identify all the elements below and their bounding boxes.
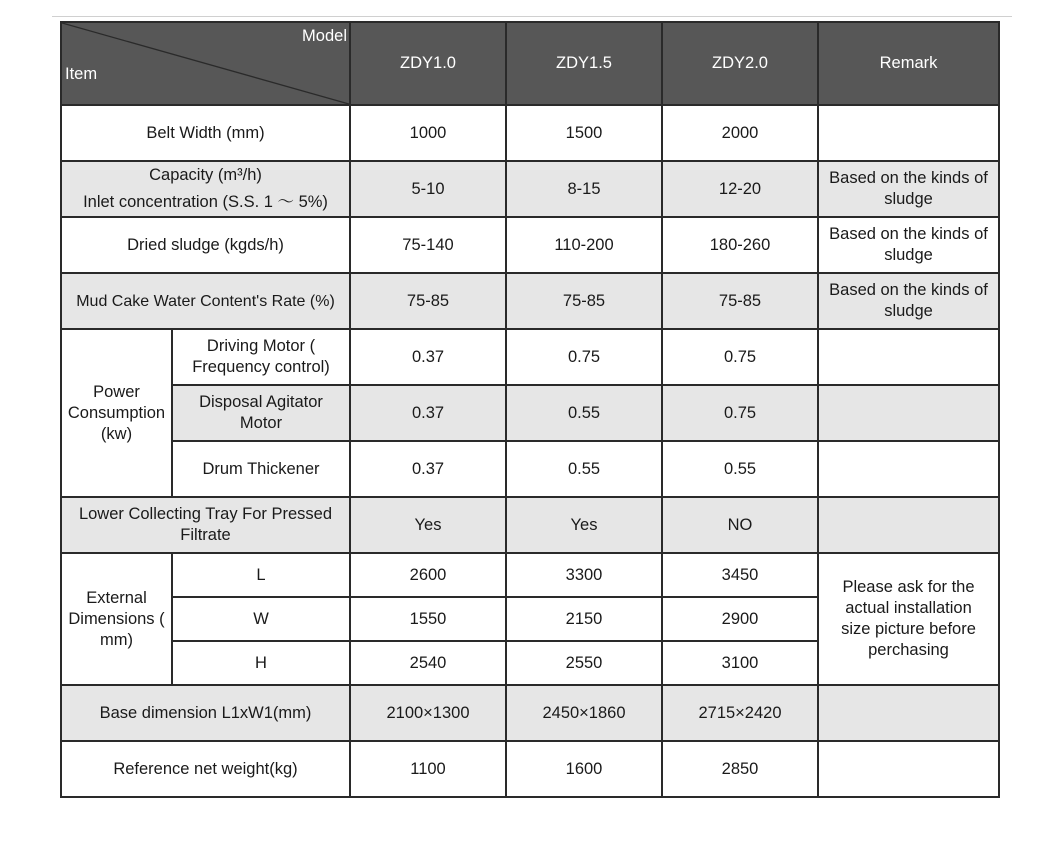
value-cell: 2100×1300 <box>350 685 506 741</box>
remark-cell <box>818 441 999 497</box>
sub-label: H <box>172 641 350 685</box>
capacity-row <box>61 161 999 217</box>
remark-cell: Based on the kinds of sludge <box>818 161 999 217</box>
value-cell: 0.75 <box>662 385 818 441</box>
value-cell: 1550 <box>350 597 506 641</box>
remark-cell <box>818 741 999 797</box>
row-label: Reference net weight(kg) <box>61 741 350 797</box>
value-cell: 0.55 <box>506 441 662 497</box>
belt-width-row <box>61 105 999 161</box>
value-cell: 1600 <box>506 741 662 797</box>
value-cell: 2900 <box>662 597 818 641</box>
row-label: Lower Collecting Tray For Pressed Filtrate <box>61 497 350 553</box>
header-row <box>61 22 999 105</box>
value-cell: 8-15 <box>506 161 662 217</box>
value-cell: NO <box>662 497 818 553</box>
remark-cell: Based on the kinds of sludge <box>818 273 999 329</box>
header-corner-cell <box>61 22 350 105</box>
model-header: ZDY1.0 <box>350 22 506 105</box>
value-cell: 3100 <box>662 641 818 685</box>
value-cell: Yes <box>350 497 506 553</box>
row-label <box>61 161 350 217</box>
collecting-tray-row <box>61 497 999 553</box>
mud-cake-row <box>61 273 999 329</box>
model-header: ZDY1.5 <box>506 22 662 105</box>
power-row-agitator-motor <box>61 385 999 441</box>
value-cell: 0.37 <box>350 441 506 497</box>
value-cell: 0.55 <box>506 385 662 441</box>
power-row-driving-motor <box>61 329 999 385</box>
sub-label: Disposal Agitator Motor <box>172 385 350 441</box>
value-cell: Yes <box>506 497 662 553</box>
sub-label: Driving Motor ( Frequency control) <box>172 329 350 385</box>
power-consumption-group-label: Power Consumption (kw) <box>61 329 172 497</box>
value-cell: 5-10 <box>350 161 506 217</box>
row-label: Belt Width (mm) <box>61 105 350 161</box>
value-cell: 75-85 <box>662 273 818 329</box>
remark-cell: Based on the kinds of sludge <box>818 217 999 273</box>
value-cell: 2550 <box>506 641 662 685</box>
remark-cell <box>818 329 999 385</box>
value-cell: 3300 <box>506 553 662 597</box>
value-cell: 0.37 <box>350 385 506 441</box>
value-cell: 2540 <box>350 641 506 685</box>
top-rule <box>52 16 1012 17</box>
row-label: Mud Cake Water Content's Rate (%) <box>61 273 350 329</box>
value-cell: 75-85 <box>350 273 506 329</box>
row-label: Base dimension L1xW1(mm) <box>61 685 350 741</box>
value-cell: 3450 <box>662 553 818 597</box>
value-cell: 2450×1860 <box>506 685 662 741</box>
item-label: Item <box>65 65 98 83</box>
value-cell: 110-200 <box>506 217 662 273</box>
value-cell: 1100 <box>350 741 506 797</box>
external-dimensions-remark: Please ask for the actual installation size picture before perchasing <box>818 553 999 685</box>
model-label: Model <box>302 27 347 45</box>
value-cell: 0.55 <box>662 441 818 497</box>
model-header: ZDY2.0 <box>662 22 818 105</box>
remark-cell <box>818 497 999 553</box>
value-cell: 2715×2420 <box>662 685 818 741</box>
sub-label: L <box>172 553 350 597</box>
power-row-drum-thickener <box>61 441 999 497</box>
sub-label: W <box>172 597 350 641</box>
external-dimension-row-l <box>61 553 999 597</box>
capacity-label: Capacity (m³/h) <box>149 166 262 184</box>
value-cell: 180-260 <box>662 217 818 273</box>
dried-sludge-row <box>61 217 999 273</box>
value-cell: 0.75 <box>662 329 818 385</box>
external-dimensions-group-label: External Dimensions ( mm) <box>61 553 172 685</box>
sub-label: Drum Thickener <box>172 441 350 497</box>
spec-table <box>60 21 1000 798</box>
value-cell: 12-20 <box>662 161 818 217</box>
base-dimension-row <box>61 685 999 741</box>
value-cell: 2600 <box>350 553 506 597</box>
value-cell: 2150 <box>506 597 662 641</box>
inlet-concentration-label: Inlet concentration (S.S. 1 ～ 5%) <box>83 193 328 211</box>
remark-cell <box>818 105 999 161</box>
value-cell: 2850 <box>662 741 818 797</box>
value-cell: 1000 <box>350 105 506 161</box>
value-cell: 2000 <box>662 105 818 161</box>
remark-cell <box>818 385 999 441</box>
remark-header: Remark <box>818 22 999 105</box>
value-cell: 75-85 <box>506 273 662 329</box>
net-weight-row <box>61 741 999 797</box>
value-cell: 0.37 <box>350 329 506 385</box>
value-cell: 75-140 <box>350 217 506 273</box>
value-cell: 0.75 <box>506 329 662 385</box>
value-cell: 1500 <box>506 105 662 161</box>
remark-cell <box>818 685 999 741</box>
row-label: Dried sludge (kgds/h) <box>61 217 350 273</box>
